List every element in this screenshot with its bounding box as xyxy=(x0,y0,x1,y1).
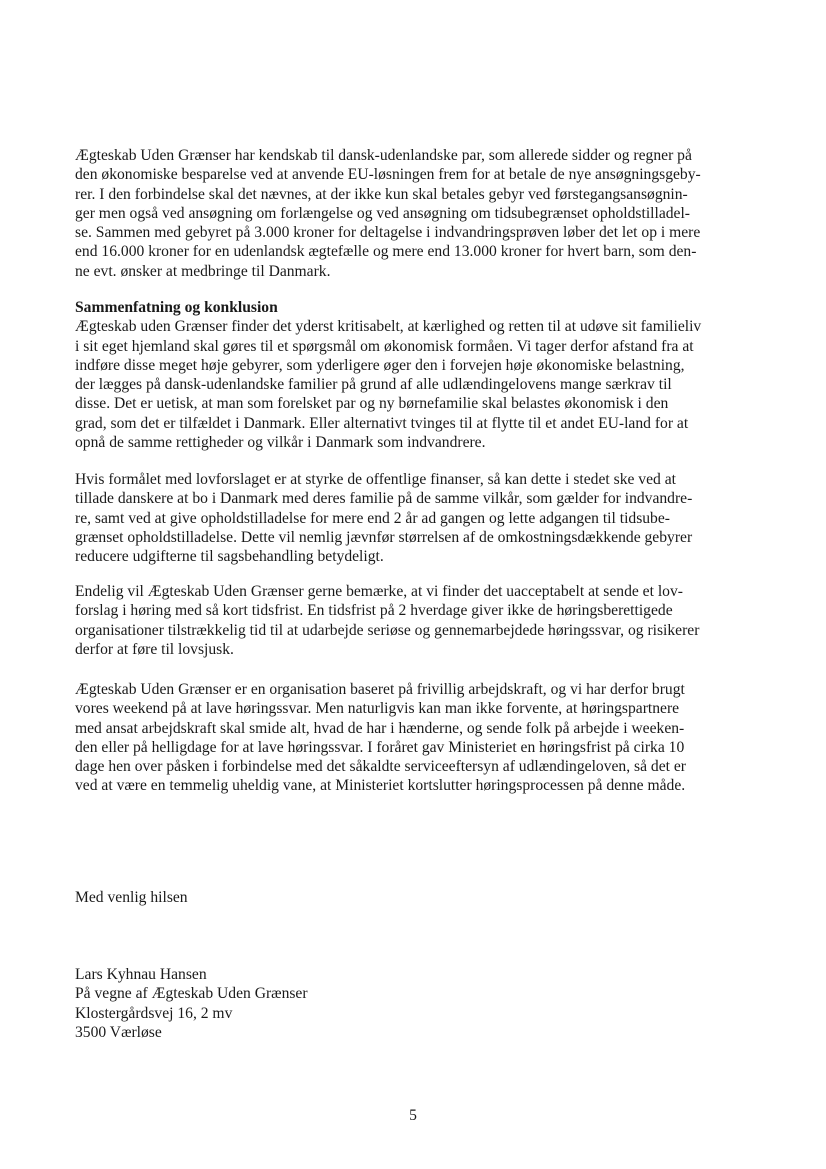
text-line: organisationer tilstrækkelig tid til at udarbejde seriøse og gennemarbejdede høringssvar, og risikerer xyxy=(75,621,700,639)
paragraph-conclusion xyxy=(75,298,753,452)
closing-text: Med venlig hilsen xyxy=(75,889,188,906)
paragraph-costs xyxy=(75,146,753,281)
signature-block xyxy=(75,965,753,1042)
text-line: forslag i høring med så kort tidsfrist. En tidsfrist på 2 hverdage giver ikke de høringsberettigede xyxy=(75,602,673,620)
text-line: indføre disse meget høje gebyrer, som yderligere øger den i forvejen høje økonomiske belastning, xyxy=(75,356,685,374)
signatory-city: 3500 Værløse xyxy=(75,1023,162,1041)
text-line: rer. I den forbindelse skal det nævnes, at der ikke kun skal betales gebyr ved førstegangsansøgnin- xyxy=(75,185,688,203)
page-number: 5 xyxy=(409,1107,417,1124)
text-line: reducere udgifterne til sagsbehandling betydeligt. xyxy=(75,548,384,566)
text-line: re, samt ved at give opholdstilladelse for mere end 2 år ad gangen og lette adgangen til tidsube- xyxy=(75,509,670,527)
paragraph-deadline xyxy=(75,582,753,659)
text-line: end 16.000 kroner for en udenlandsk ægtefælle og mere end 13.000 kroner for hvert barn, som den- xyxy=(75,243,697,261)
text-line: ne evt. ønsker at medbringe til Danmark. xyxy=(75,262,331,280)
signatory-name: Lars Kyhnau Hansen xyxy=(75,966,207,983)
text-line: se. Sammen med gebyret på 3.000 kroner for deltagelse i indvandringsprøven løber det let op i mere xyxy=(75,224,701,242)
text-line: Hvis formålet med lovforslaget er at styrke de offentlige finanser, så kan dette i stedet ske ved at xyxy=(75,471,676,488)
text-line: derfor at føre til lovsjusk. xyxy=(75,640,234,658)
text-line: den økonomiske besparelse ved at anvende EU-løsningen frem for at betale de nye ansøgningsgeby- xyxy=(75,166,701,184)
text-line: der lægges på dansk-udenlandske familier på grund af alle udlændingelovens mange særkrav til xyxy=(75,376,672,394)
signatory-organisation: På vegne af Ægteskab Uden Grænser xyxy=(75,985,308,1003)
text-line: disse. Det er uetisk, at man som forelsket par og ny børnefamilie skal belastes økonomisk i den xyxy=(75,395,669,413)
text-line: ger men også ved ansøgning om forlængelse og ved ansøgning om tidsubegrænset opholdstilladel- xyxy=(75,204,690,222)
closing-greeting xyxy=(75,888,753,907)
text-line: den eller på helligdage for at lave høringssvar. I foråret gav Ministeriet en høringsfrist på cirka 10 xyxy=(75,738,685,756)
text-line: grænset opholdstilladelse. Dette vil nemlig jævnfør størrelsen af de omkostningsdækkende gebyrer xyxy=(75,528,693,546)
text-line: vores weekend på at lave høringssvar. Men naturligvis kan man ikke forvente, at høringspartnere xyxy=(75,700,680,718)
text-line: dage hen over påsken i forbindelse med det såkaldte serviceeftersyn af udlændingeloven, så det er xyxy=(75,758,686,776)
text-line: opnå de samme rettigheder og vilkår i Danmark som indvandrere. xyxy=(75,434,486,452)
text-line: Ægteskab uden Grænser finder det yderst kritisabelt, at kærlighed og retten til at udøve sit familieliv xyxy=(75,318,702,336)
text-line: tillade danskere at bo i Danmark med deres familie på de samme vilkår, som gælder for indvandre- xyxy=(75,490,693,508)
text-line: med ansat arbejdskraft skal smide alt, hvad de har i hænderne, og sende folk på arbejde i weeken- xyxy=(75,719,685,737)
signatory-street: Klostergårdsvej 16, 2 mv xyxy=(75,1004,233,1022)
text-line: Ægteskab Uden Grænser er en organisation baseret på frivillig arbejdskraft, og vi har derfor brugt xyxy=(75,681,685,698)
paragraph-finances xyxy=(75,470,753,566)
section-heading: Sammenfatning og konklusion xyxy=(75,299,278,316)
text-line: ved at være en temmelig uheldig vane, at Ministeriet kortslutter høringsprocessen på denne måde. xyxy=(75,777,686,795)
text-line: grad, som det er tilfældet i Danmark. Eller alternativt tvinges til at flytte til et andet EU-land for at xyxy=(75,414,689,432)
text-line: i sit eget hjemland skal gøres til et spørgsmål om økonomisk formåen. Vi tager derfor afstand fra at xyxy=(75,337,694,355)
text-line: Endelig vil Ægteskab Uden Grænser gerne bemærke, at vi finder det uacceptabelt at sende et lov- xyxy=(75,583,683,600)
paragraph-volunteers xyxy=(75,680,753,796)
text-line: Ægteskab Uden Grænser har kendskab til dansk-udenlandske par, som allerede sidder og regner på xyxy=(75,147,692,164)
